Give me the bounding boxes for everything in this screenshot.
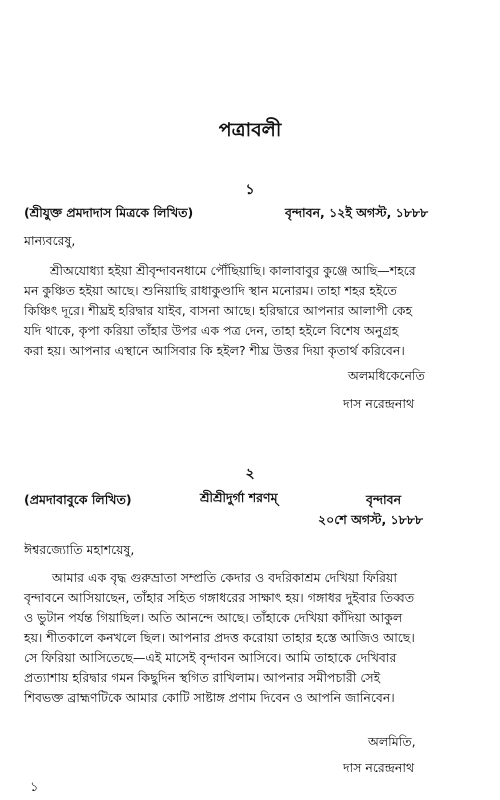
letter-1-line: কিঞ্চিৎ দূরে। শীঘ্রই হরিদ্বার যাইব, বাসনা আছে। হরিদ্বারে আপনার আলাপী কেহ [24,303,413,318]
letter-2-line: আমার এক বৃদ্ধ গুরুভ্রাতা সম্প্রতি কেদার ও বদরিকাশ্রম দেখিয়া ফিরিয়া [52,570,398,585]
letter-1-line: করা হয়। আপনার এস্থানে আসিবার কি হইল? শীঘ্র উত্তর দিয়া কৃতার্থ করিবেন। [24,343,405,358]
letter-2-date: ২০শে অগস্ট, ১৮৮৮ [318,512,423,527]
letter-1-place-date: বৃন্দাবন, ১২ই অগস্ট, ১৮৮৮ [285,205,429,220]
letter-2-line: সে ফিরিয়া আসিতেছে—এই মাসেই বৃন্দাবন আসিবে। আমি তাহাকে দেখিবার [24,650,397,665]
letter-2-line: বৃন্দাবনে আসিয়াছেন, তাঁহার সহিত গঙ্গাধরের সাক্ষাৎ হয়। গঙ্গাধর দুইবার তিব্বত [24,590,415,605]
letter-1-line: শ্রীঅযোধ্যা হইয়া শ্রীবৃন্দাবনধামে পৌঁছিয়াছি। কালাবাবুর কুঞ্জে আছি—শহরে [50,263,416,278]
letter-1-closing: অলমধিকেনেতি [348,368,425,383]
letter-2-invocation: শ্রীশ্রীদুর্গা শরণম্ [200,490,278,505]
letter-1-number: ১ [245,182,255,198]
letter-2-salutation: ঈশ্বরজ্যোতি মহাশয়েষু, [24,542,135,557]
letter-1-signature: দাস নরেন্দ্রনাথ [343,396,415,411]
letter-2-recipient: (প্রমদাবাবুকে লিখিত) [24,492,132,507]
letter-2-closing: অলমিতি, [368,734,416,749]
page-title: পত্রাবলী [218,119,282,141]
page-number: ১ [30,780,39,795]
letter-2-line: ও ভুটান পর্যন্ত গিয়াছিল। অতি আনন্দে আছে। তাঁহাকে দেখিয়া কাঁদিয়া আকুল [24,610,403,625]
letter-1-salutation: মান্যবরেষু, [24,233,76,248]
letter-2-place: বৃন্দাবন [366,492,402,507]
letter-2-number: ২ [245,466,255,482]
letter-2-line: হয়। শীতকালে কনখলে ছিল। আপনার প্রদত্ত করোয়া তাহার হস্তে আজিও আছে। [24,630,415,645]
letter-2-signature: দাস নরেন্দ্রনাথ [343,760,415,775]
letter-2-line: শিবভক্ত ব্রাহ্মণটিকে আমার কোটি সাষ্টাঙ্গ প্রণাম দিবেন ও আপনি জানিবেন। [24,690,395,705]
letter-2-line: প্রত্যাশায় হরিদ্বার গমন কিছুদিন স্থগিত রাখিলাম। আপনার সমীপচারী সেই [24,670,381,685]
letter-1-line: মন কুঞ্চিত হইয়া আছে। শুনিয়াছি রাধাকুণ্ডাদি স্থান মনোরম। তাহা শহর হইতে [24,283,397,298]
letter-1-line: যদি থাকে, কৃপা করিয়া তাঁহার উপর এক পত্র দেন, তাহা হইলে বিশেষ অনুগ্রহ [24,323,399,338]
letter-1-recipient: (শ্রীযুক্ত প্রমদাদাস মিত্রকে লিখিত) [24,205,194,220]
